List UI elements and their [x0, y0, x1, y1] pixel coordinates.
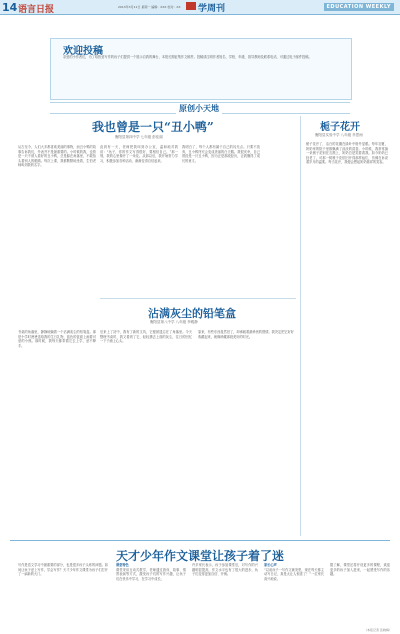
call-for-papers-box: [50, 38, 352, 100]
bottom-col4: 据了解，课堂还将开设更多的课程，欢迎更多的孩子加入进来，一起感受写作的乐趣。: [330, 563, 390, 577]
page-number: 14: [2, 1, 18, 14]
column-divider: [300, 116, 301, 536]
bottom-col1-text: 课堂采用互动式教学，老师通过游戏、故事、情景表演等方式，激发孩子们的写作兴趣，让孩子们在快乐中学习，在学习中成长。: [116, 567, 186, 581]
date-line: 2013年3月11日 星期一 编辑：XXX 校对：XX: [118, 5, 181, 9]
article3-col1: 书桌的角落里，静静地躺着一个沾满灰尘的铅笔盒。那是小学时爸爸送给我的生日礼物，蓝色的盒面上画着可爱的小熊。那时候，我每天都带着它去上学，爱不释手。: [18, 330, 96, 348]
section-divider: [10, 540, 390, 541]
article-divider: [100, 298, 296, 299]
article2-body: 栀子花开了，洁白的花瓣在绿叶中格外显眼。每年初夏，奶奶家的院子里都飘满了淡淡的清香。小时候，我常常摘一朵栀子花别在衣襟上，奶奶总是笑着看我。如今奶奶已经老了，可那一树栀子花依旧开得那样灿烂，仿佛在诉说着岁月的温柔。每当花开，我便会想起奶奶慈祥的笑容。: [306, 142, 388, 165]
bottom-col3-text: “以前孩子一写作文就发愁，现在每天都主动写日记，真是太让人惊喜了！”一位家长高兴地说。: [264, 567, 324, 581]
english-tag: EDUCATION WEEKLY: [324, 3, 394, 11]
bottom-intro: 写作是语文学习中最重要的部分，也是很多孩子头疼的问题。如何让孩子爱上写作，学会写作？天才少年作文课堂为孩子们打开了一扇新的大门。: [18, 563, 108, 577]
bottom-col3-subhead: 家长心声: [264, 563, 277, 567]
bottom-col3: [264, 563, 324, 581]
article1-byline: 衡阳县第四中学 七年级 彭佳丽: [115, 135, 163, 139]
byline-footer: （本报记者 张晓梅）: [364, 628, 392, 632]
bottom-col1: [116, 563, 186, 581]
section-bar: [50, 102, 350, 114]
call-for-papers-title: 欢迎投稿: [63, 46, 103, 57]
call-for-papers-body: 亲爱的小作者们，为了给热爱写作的孩子们提供一个展示自我的舞台，本报长期征集作文稿件。投稿请注明作者姓名、学校、年级、指导教师及联系电话，可通过电子邮件投稿。: [63, 55, 312, 59]
article3-byline: 衡阳县第八中学 八年级 李雅静: [150, 320, 198, 324]
page-header: [0, 0, 400, 15]
article3-col2: 后来上了初中，我有了新的文具，它便被遗忘在了角落里。今天整理书桌时，我又看到了它，轻轻拂去上面的灰尘，往日的回忆一下子涌上心头。: [100, 330, 192, 344]
bottom-col1-subhead: 课堂特色: [116, 563, 129, 567]
article1-title: 我也曾是一只“丑小鸭”: [92, 120, 214, 134]
article3-title: 沾满灰尘的铅笔盒: [148, 307, 236, 320]
article1-col3: 我明白了，每个人都有属于自己的闪光点。只要不放弃，丑小鸭终究会变成美丽的白天鹅。我很庆幸，自己曾经是一只丑小鸭，因为正是那段经历，让我懂得了成长的意义。: [182, 145, 260, 163]
article3-col3: 原来，有些东西虽然旧了，却承载着最珍贵的感情。我决定把它好好收藏起来，就像珍藏那段美好的时光。: [198, 330, 294, 339]
article1-col1: 从古至今，人们大多都喜欢美丽的事物，而丑小鸭的故事告诉我们，外表并不是最重要的。小时候的我，也曾是一只不被人看好的丑小鸭，总是躲在角落里，不敢抬头看别人的眼睛。每次上课，我都默默地坐着，生怕老师叫到我的名字。: [18, 145, 96, 168]
newspaper-name: 语言日报: [18, 5, 55, 15]
brand-title: 学周刊: [198, 4, 226, 14]
bottom-headline: 天才少年作文课堂让孩子着了迷: [115, 549, 284, 563]
article2-title: 栀子花开: [320, 122, 360, 133]
article2-byline: 衡阳县实验中学 八年级 肖思雨: [315, 133, 363, 137]
bottom-col2: 许多家长表示，孩子参加课堂后，对写作的兴趣明显提高，作文水平也有了很大的进步，孩子们变得更加自信、开朗。: [192, 563, 258, 577]
flag-icon: [186, 2, 196, 10]
section-title: 原创小天地: [176, 103, 222, 114]
article1-col2: 直到有一天，老师把我叫到办公室，温和地对我说：“孩子，你的作文写得很好，要相信自己。”那一刻，我的心里像开了一朵花。从那以后，我开始努力学习，积极参加各种活动，渐渐变得自信起来。: [100, 145, 178, 163]
